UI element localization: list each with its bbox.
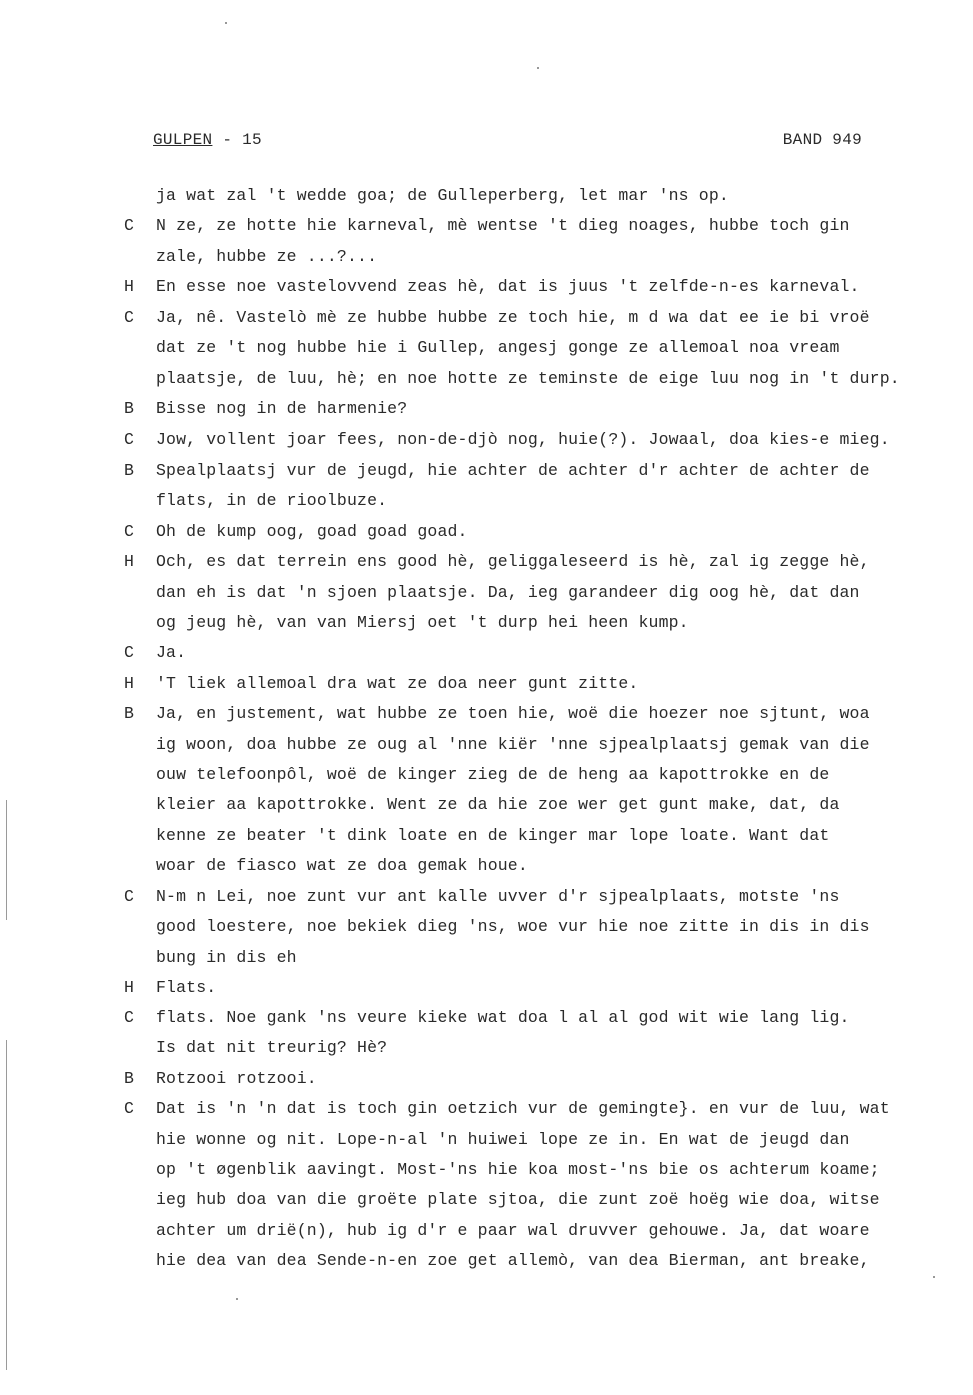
line-text: dat ze 't nog hubbe hie i Gullep, angesj gonge ze allemoal noa vream xyxy=(156,338,840,357)
transcript-line xyxy=(0,1069,973,1099)
speaker-label: B xyxy=(124,1069,135,1088)
speaker-label: H xyxy=(124,674,135,693)
speaker-label: C xyxy=(124,522,135,541)
speaker-label: C xyxy=(124,216,135,235)
line-text: Och, es dat terrein ens good hè, geliggaleseerd is hè, zal ig zegge hè, xyxy=(156,552,870,571)
transcript-line xyxy=(0,583,973,613)
transcript-line xyxy=(0,308,973,338)
page-header-left xyxy=(153,131,262,149)
transcript-line xyxy=(0,978,973,1008)
line-text: Ja. xyxy=(156,643,187,662)
transcript-line xyxy=(0,795,973,825)
line-text: bung in dis eh xyxy=(156,948,297,967)
speaker-label: C xyxy=(124,430,135,449)
transcript-line xyxy=(0,735,973,765)
header-separator: - xyxy=(212,131,243,149)
line-text: ouw telefoonpôl, woë de kinger zieg de de heng aa kapottrokke en de xyxy=(156,765,830,784)
line-text: Dat is 'n 'n dat is toch gin oetzich vur de gemingte}. en vur de luu, wat xyxy=(156,1099,890,1118)
line-text: woar de fiasco wat ze doa gemak houe. xyxy=(156,856,528,875)
paper-speck xyxy=(933,1276,935,1278)
line-text: Bisse nog in de harmenie? xyxy=(156,399,408,418)
speaker-label: H xyxy=(124,552,135,571)
transcript-line xyxy=(0,1099,973,1129)
speaker-label: C xyxy=(124,308,135,327)
transcript-line xyxy=(0,765,973,795)
transcript-line xyxy=(0,186,973,216)
transcript-line xyxy=(0,1008,973,1038)
transcript-line xyxy=(0,1160,973,1190)
speaker-label: C xyxy=(124,1099,135,1118)
speaker-label: B xyxy=(124,704,135,723)
transcript-line xyxy=(0,917,973,947)
line-text: kenne ze beater 't dink loate en de kinger mar lope loate. Want dat xyxy=(156,826,830,845)
transcript-line xyxy=(0,704,973,734)
transcript-line xyxy=(0,887,973,917)
transcript-line xyxy=(0,948,973,978)
line-text: hie dea van dea Sende-n-en zoe get allemò, van dea Bierman, ant breake, xyxy=(156,1251,870,1270)
speaker-label: H xyxy=(124,277,135,296)
line-text: N-m n Lei, noe zunt vur ant kalle uvver d'r sjpealplaats, motste 'ns xyxy=(156,887,840,906)
transcript-line xyxy=(0,643,973,673)
transcript-line xyxy=(0,522,973,552)
transcript-line xyxy=(0,826,973,856)
margin-rule xyxy=(6,1040,7,1370)
transcript-line xyxy=(0,338,973,368)
speaker-label: C xyxy=(124,643,135,662)
line-text: Oh de kump oog, goad goad goad. xyxy=(156,522,468,541)
transcript-line xyxy=(0,1130,973,1160)
line-text: good loestere, noe bekiek dieg 'ns, woe vur hie noe zitte in dis in dis xyxy=(156,917,870,936)
speaker-label: C xyxy=(124,887,135,906)
line-text: zale, hubbe ze ...?... xyxy=(156,247,378,266)
transcript-line xyxy=(0,552,973,582)
paper-speck xyxy=(225,22,227,24)
header-tape: BAND 949 xyxy=(782,131,862,149)
transcript-line xyxy=(0,674,973,704)
line-text: ig woon, doa hubbe ze oug al 'nne kiër 'nne sjpealplaatsj gemak van die xyxy=(156,735,870,754)
header-place: GULPEN xyxy=(153,131,213,149)
line-text: hie wonne og nit. Lope-n-al 'n huiwei lope ze in. En wat de jeugd dan xyxy=(156,1130,850,1149)
header-page-number: 15 xyxy=(242,131,262,149)
line-text: En esse noe vastelovvend zeas hè, dat is juus 't zelfde-n-es karneval. xyxy=(156,277,860,296)
transcript-line xyxy=(0,491,973,521)
paper-speck xyxy=(537,67,539,69)
transcript-line xyxy=(0,1251,973,1281)
speaker-label: H xyxy=(124,978,135,997)
transcript-line xyxy=(0,277,973,307)
line-text: ieg hub doa van die groëte plate sjtoa, die zunt zoë hoëg wie doa, witse xyxy=(156,1190,880,1209)
transcript-line xyxy=(0,430,973,460)
line-text: Flats. xyxy=(156,978,217,997)
line-text: og jeug hè, van van Miersj oet 't durp hei heen kump. xyxy=(156,613,689,632)
transcript-line xyxy=(0,613,973,643)
line-text: kleier aa kapottrokke. Went ze da hie zoe wer get gunt make, dat, da xyxy=(156,795,840,814)
transcript-line xyxy=(0,1221,973,1251)
speaker-label: B xyxy=(124,399,135,418)
line-text: achter um drië(n), hub ig d'r e paar wal druvver gehouwe. Ja, dat woare xyxy=(156,1221,870,1240)
line-text: Ja, en justement, wat hubbe ze toen hie, woë die hoezer noe sjtunt, woa xyxy=(156,704,870,723)
speaker-label: B xyxy=(124,461,135,480)
transcript-line xyxy=(0,1190,973,1220)
line-text: Is dat nit treurig? Hè? xyxy=(156,1038,388,1057)
line-text: flats, in de rioolbuze. xyxy=(156,491,388,510)
line-text: N ze, ze hotte hie karneval, mè wentse 't dieg noages, hubbe toch gin xyxy=(156,216,850,235)
line-text: plaatsje, de luu, hè; en noe hotte ze teminste de eige luu nog in 't durp. xyxy=(156,369,900,388)
line-text: ja wat zal 't wedde goa; de Gulleperberg, let mar 'ns op. xyxy=(156,186,729,205)
line-text: Ja, nê. Vastelò mè ze hubbe hubbe ze toch hie, m d wa dat ee ie bi vroë xyxy=(156,308,870,327)
transcript-line xyxy=(0,216,973,246)
line-text: flats. Noe gank 'ns veure kieke wat doa l al al god wit wie lang lig. xyxy=(156,1008,850,1027)
line-text: Spealplaatsj vur de jeugd, hie achter de achter d'r achter de achter de xyxy=(156,461,870,480)
line-text: Jow, vollent joar fees, non-de-djò nog, huie(?). Jowaal, doa kies-e mieg. xyxy=(156,430,890,449)
transcript-line xyxy=(0,461,973,491)
margin-rule xyxy=(6,800,7,920)
speaker-label: C xyxy=(124,1008,135,1027)
transcript-line xyxy=(0,369,973,399)
transcript-line xyxy=(0,856,973,886)
transcript-line xyxy=(0,399,973,429)
line-text: 'T liek allemoal dra wat ze doa neer gunt zitte. xyxy=(156,674,639,693)
line-text: dan eh is dat 'n sjoen plaatsje. Da, ieg garandeer dig oog hè, dat dan xyxy=(156,583,860,602)
paper-speck xyxy=(236,1298,238,1300)
transcript-line xyxy=(0,247,973,277)
transcript-line xyxy=(0,1038,973,1068)
line-text: Rotzooi rotzooi. xyxy=(156,1069,317,1088)
line-text: op 't øgenblik aavingt. Most-'ns hie koa most-'ns bie os achterum koame; xyxy=(156,1160,880,1179)
